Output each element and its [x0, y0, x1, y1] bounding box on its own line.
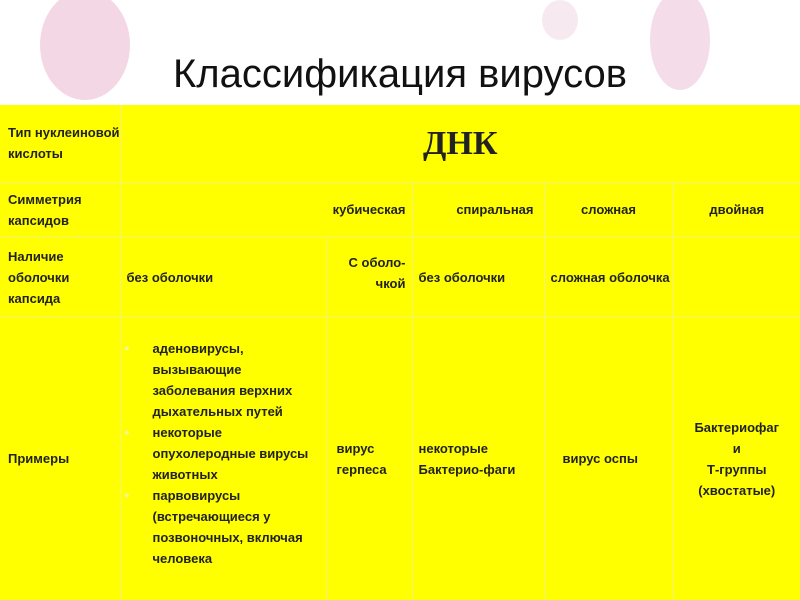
- table-row: [0, 182, 800, 237]
- phage-line-3: Т-группы (хвостатые): [698, 461, 776, 498]
- table-row: [0, 317, 800, 600]
- classification-table-container: [0, 105, 800, 600]
- examples-cubic-list: [120, 317, 326, 600]
- examples-smallpox: вирус оспы: [544, 317, 673, 600]
- page-title: Классификация вирусов: [172, 52, 628, 96]
- row-header-nucleic: Тип нуклеиновой кислоты: [8, 125, 120, 162]
- table-row: [0, 105, 800, 182]
- symmetry-complex: сложная: [544, 182, 673, 237]
- row-header-envelope: Наличие оболочки капсида: [0, 237, 120, 317]
- envelope-with: С оболо- чкой: [326, 237, 412, 317]
- envelope-complex: сложная оболочка: [544, 237, 673, 317]
- symmetry-spiral: спиральная: [412, 182, 544, 237]
- phage-line-2: и: [732, 440, 741, 456]
- list-item: • некоторые опухолеродные вирусы животных: [153, 422, 326, 485]
- dna-cell: ДНК: [120, 105, 800, 182]
- table-row: [0, 237, 800, 317]
- list-item: • парвовирусы (встречающиеся у позвоночных, включая человека: [153, 485, 326, 569]
- list-item: • аденовирусы, вызывающие заболевания верхних дыхательных путей: [153, 338, 326, 422]
- examples-phage-t: [673, 317, 800, 600]
- examples-list: [121, 338, 326, 569]
- examples-bacteriophages: некоторые Бактерио-фаги: [412, 317, 544, 600]
- envelope-empty: [673, 237, 800, 317]
- symmetry-double: двойная: [673, 182, 800, 237]
- examples-herpes: вирус герпеса: [326, 317, 412, 600]
- envelope-none-1: без оболочки: [120, 237, 326, 317]
- row-header-examples: Примеры: [0, 317, 120, 600]
- envelope-none-2: без оболочки: [412, 237, 544, 317]
- classification-table: [0, 105, 800, 600]
- row-header-symmetry: Симметрия капсидов: [0, 182, 120, 237]
- phage-line-1: Бактериофаг: [694, 419, 780, 435]
- symmetry-cubic: кубическая: [120, 182, 412, 237]
- decor-ellipse-top: [542, 0, 578, 40]
